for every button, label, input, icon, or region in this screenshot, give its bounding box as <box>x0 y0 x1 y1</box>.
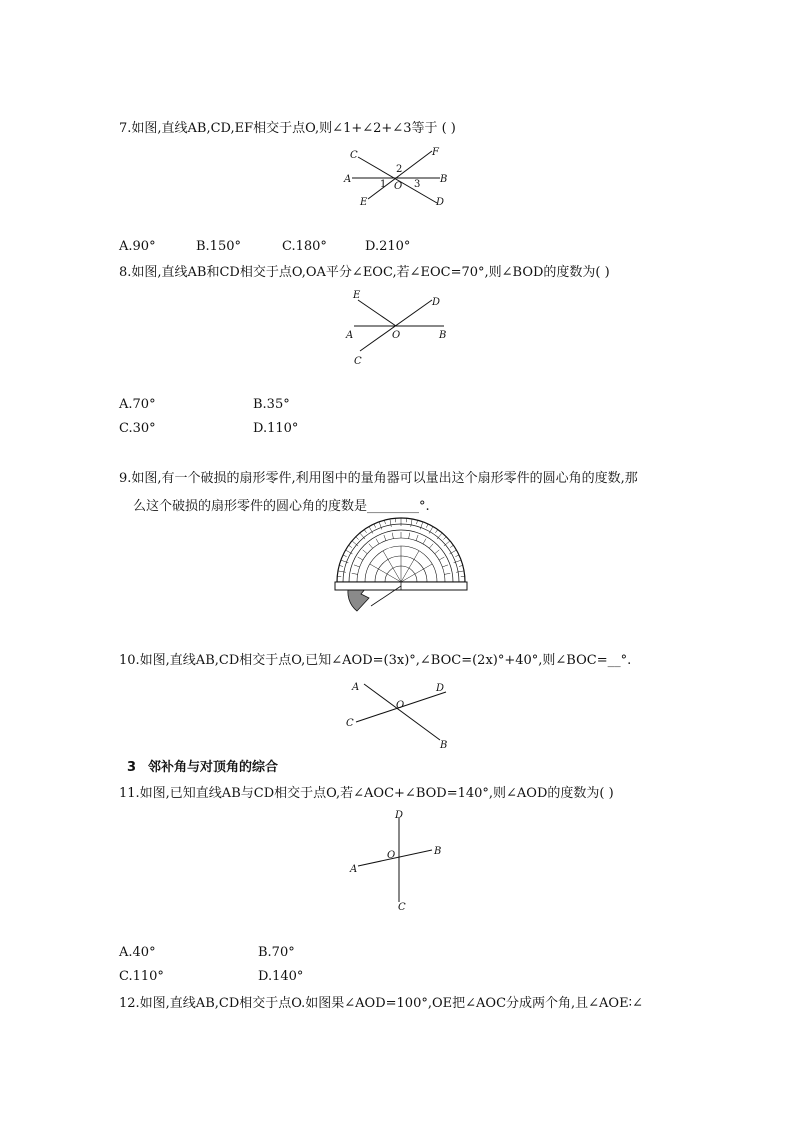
section-number: 3 <box>127 760 137 775</box>
q8-line-oe <box>358 300 396 326</box>
q9-stem-line1: 9.如图,有一个破损的扇形零件,利用图中的量角器可以量出这个扇形零件的圆心角的度数,那 <box>119 471 638 486</box>
q8-label-a: A <box>346 330 354 341</box>
q8-label-c: C <box>354 356 362 367</box>
q7-label-3: 3 <box>414 179 421 190</box>
q7-option-b: B.150° <box>196 239 241 254</box>
q10-label-d: D <box>436 683 445 694</box>
q10-label-o: O <box>396 700 405 711</box>
q8-option-d: D.110° <box>253 421 299 436</box>
q7-label-c: C <box>350 150 358 161</box>
q8-label-o: O <box>392 330 401 341</box>
q8-figure <box>340 288 460 368</box>
q8-option-c: C.30° <box>119 421 156 436</box>
q12-stem: 12.如图,直线AB,CD相交于点O.如图果∠AOD=100°,OE把∠AOC分成两个角,且∠AOE∶∠ <box>119 996 643 1011</box>
q10-figure <box>340 678 460 753</box>
q8-label-b: B <box>439 330 447 341</box>
q11-label-o: O <box>387 850 396 861</box>
q8-option-a: A.70° <box>119 397 156 412</box>
q8-option-b: B.35° <box>253 397 290 412</box>
q11-option-c: C.110° <box>119 969 164 984</box>
q11-label-a: A <box>350 864 358 875</box>
q8-label-d: D <box>432 297 441 308</box>
section-title: 邻补角与对顶角的综合 <box>148 760 279 775</box>
q10-line-ab <box>364 684 440 740</box>
q7-label-o: O <box>394 181 403 192</box>
q11-option-b: B.70° <box>258 945 295 960</box>
q7-option-c: C.180° <box>282 239 327 254</box>
q7-option-d: D.210° <box>365 239 411 254</box>
q11-label-b: B <box>434 846 442 857</box>
q11-option-d: D.140° <box>258 969 304 984</box>
q7-figure <box>340 143 460 213</box>
q7-label-1: 1 <box>380 179 387 190</box>
q11-label-c: C <box>398 902 406 913</box>
q10-label-b: B <box>440 740 448 751</box>
q11-stem: 11.如图,已知直线AB与CD相交于点O,若∠AOC+∠BOD=140°,则∠AOD的度数为( ) <box>119 786 614 801</box>
q7-label-d: D <box>436 197 445 208</box>
q9-stem-line2: 么这个破损的扇形零件的圆心角的度数是________°. <box>133 499 430 514</box>
q7-label-b: B <box>440 174 448 185</box>
q7-label-a: A <box>344 174 352 185</box>
q7-label-f: F <box>432 147 439 158</box>
q10-stem: 10.如图,直线AB,CD相交于点O,已知∠AOD=(3x)°,∠BOC=(2x)°+40°,则∠BOC=__°. <box>119 653 632 668</box>
q7-option-a: A.90° <box>119 239 156 254</box>
q8-label-e: E <box>353 290 361 301</box>
q10-label-a: A <box>352 682 360 693</box>
q7-stem: 7.如图,直线AB,CD,EF相交于点O,则∠1+∠2+∠3等于 ( ) <box>119 121 456 136</box>
q8-stem: 8.如图,直线AB和CD相交于点O,OA平分∠EOC,若∠EOC=70°,则∠BOD的度数为( ) <box>119 265 610 280</box>
q7-label-2: 2 <box>396 164 403 175</box>
q7-label-e: E <box>360 197 368 208</box>
q10-label-c: C <box>346 718 354 729</box>
protractor-figure <box>335 522 475 626</box>
q11-label-d: D <box>395 810 404 821</box>
q11-option-a: A.40° <box>119 945 156 960</box>
q11-figure <box>344 806 454 916</box>
